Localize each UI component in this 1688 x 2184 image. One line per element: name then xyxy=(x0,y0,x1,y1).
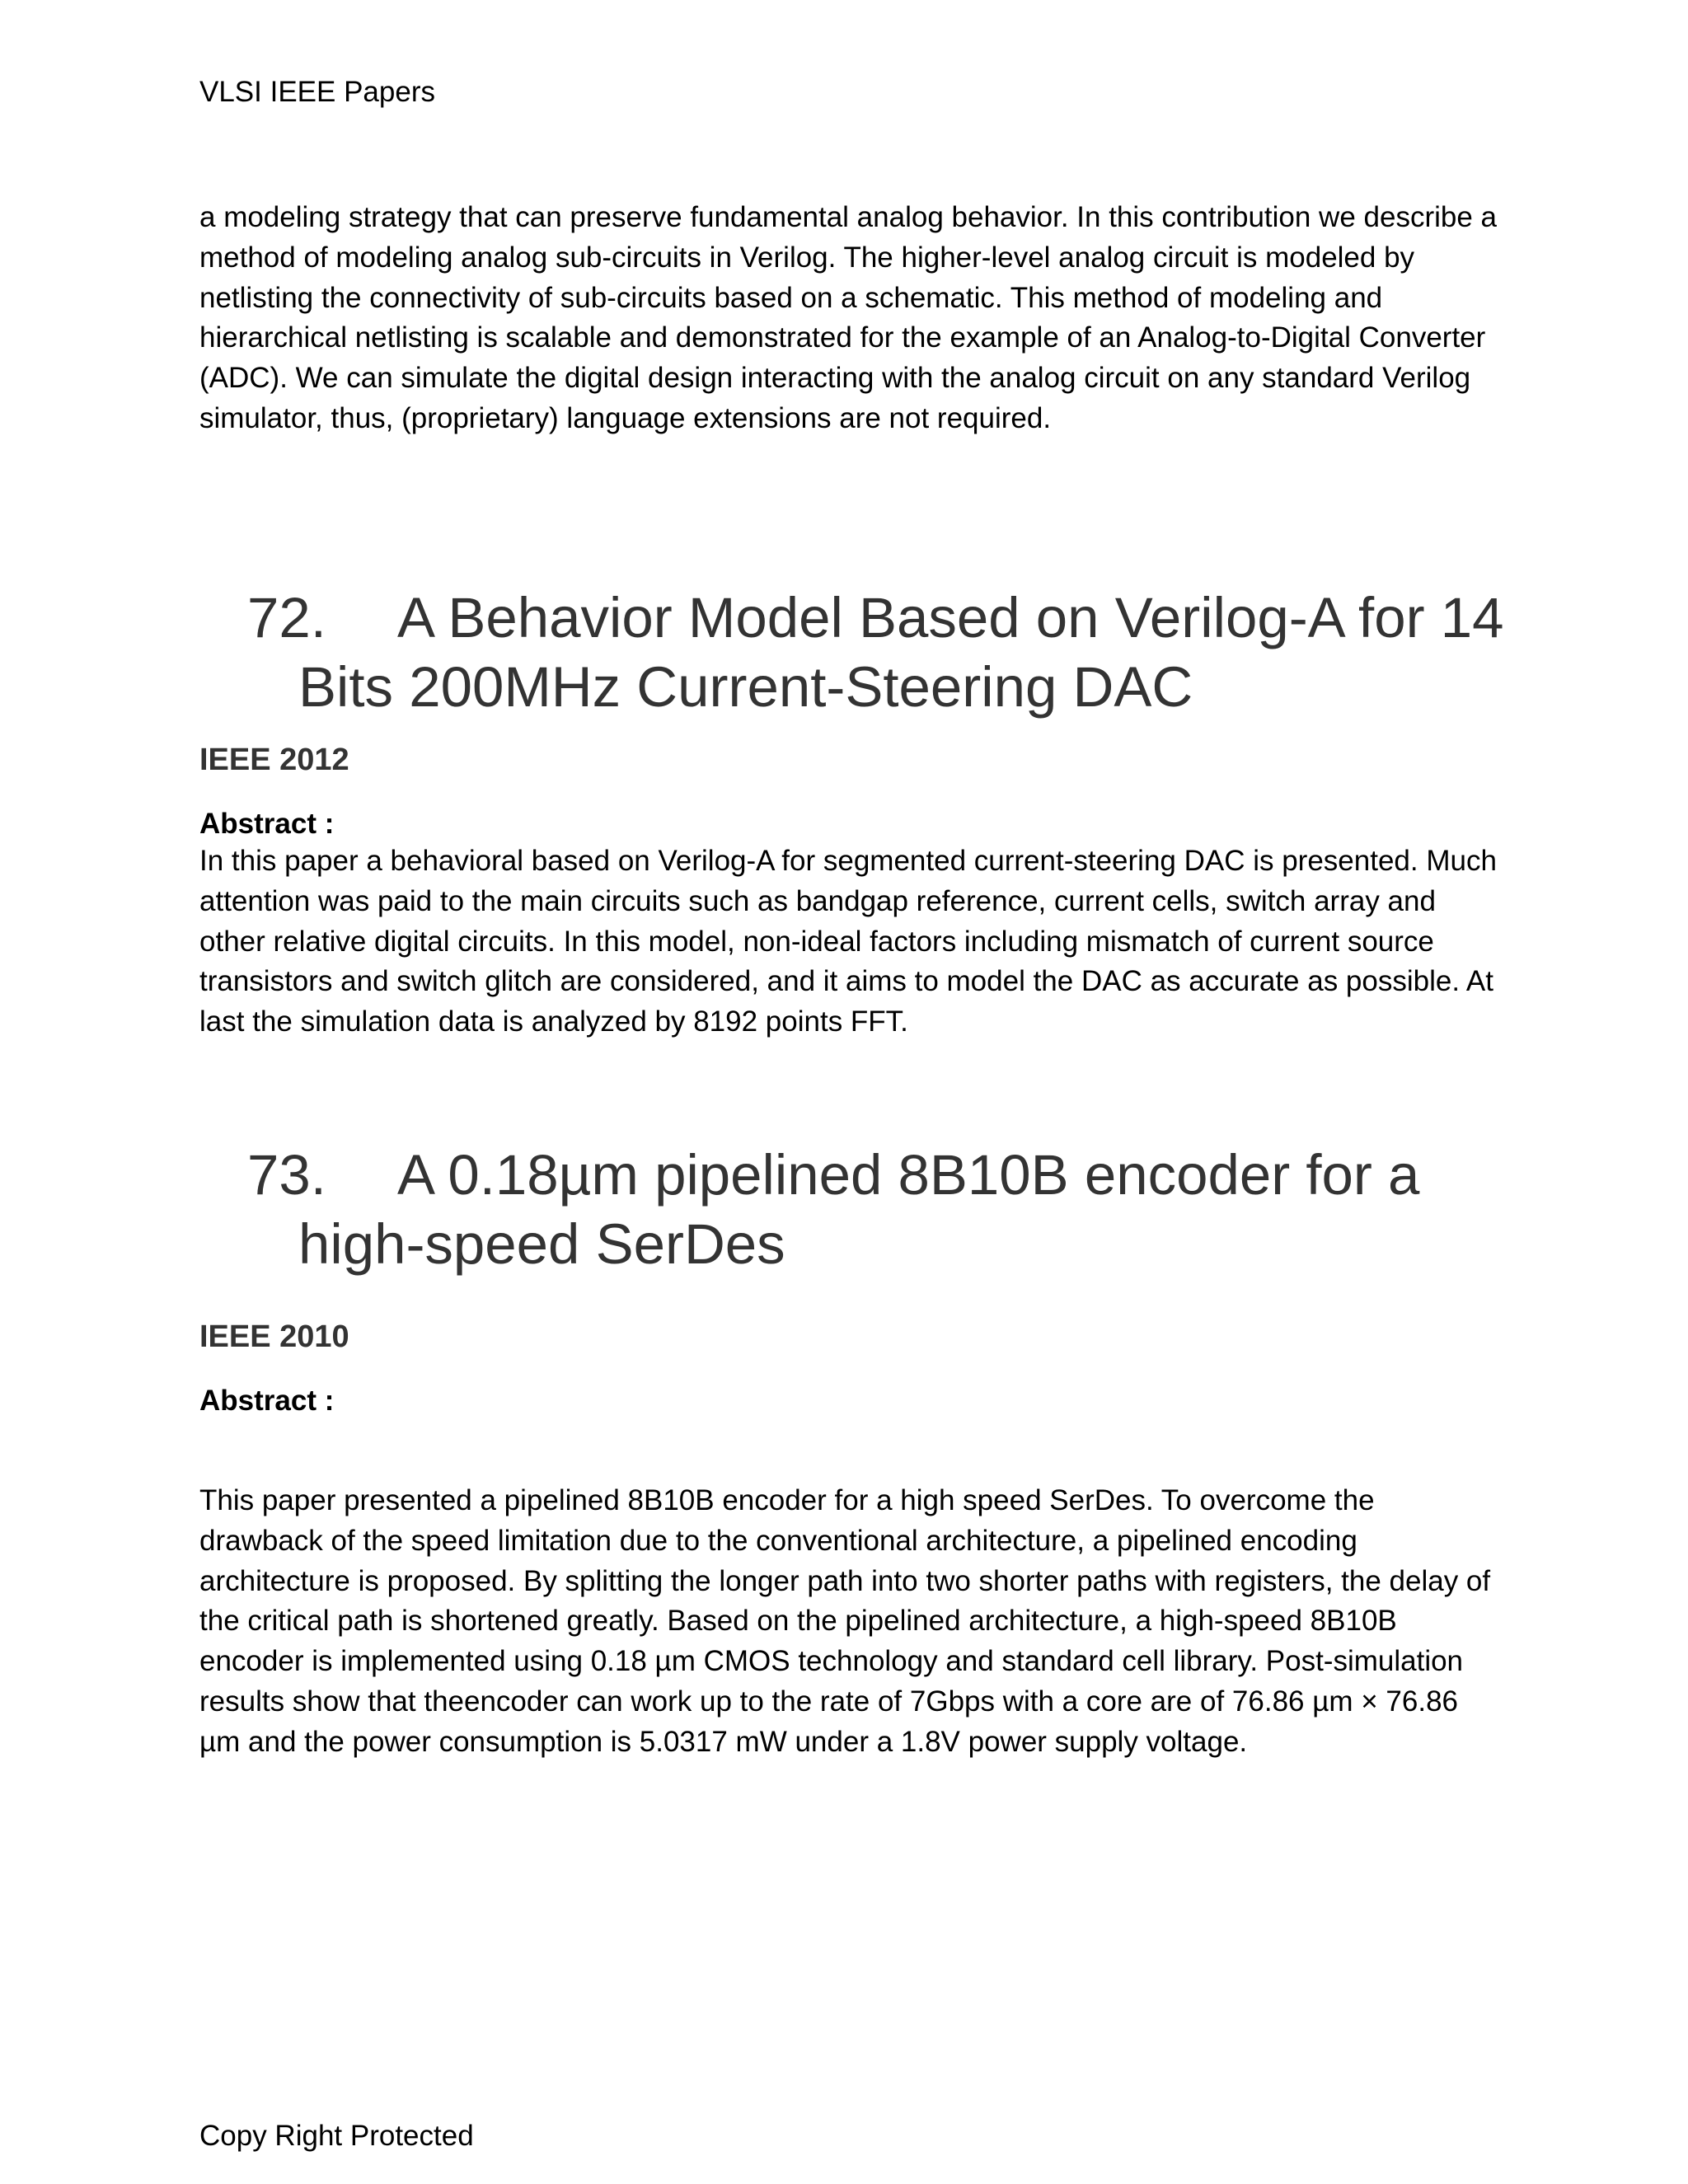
paper-73-title-line1: A 0.18µm pipelined 8B10B encoder for a xyxy=(397,1143,1420,1207)
paper-72-title-line1: A Behavior Model Based on Verilog-A for 14 xyxy=(397,586,1504,649)
intro-paragraph: a modeling strategy that can preserve fundamental analog behavior. In this contribution we describe a method of modeling analog sub-circuits in Verilog. The higher-level analog circuit is modeled by netlisting the connectivity of sub-circuits based on a schematic. This method of modeling and hierarchical netlisting is scalable and demonstrated for the example of an Analog-to-Digital Converter (ADC). We can simulate the digital design interacting with the analog circuit on any standard Verilog simulator, thus, (proprietary) language extensions are not required. xyxy=(199,201,1498,434)
paper-73-number: 73. xyxy=(247,1143,326,1207)
paper-73-year: IEEE 2010 xyxy=(199,1319,349,1354)
paper-73-abstract-label: Abstract : xyxy=(199,1385,335,1417)
paper-73-abstract: This paper presented a pipelined 8B10B encoder for a high speed SerDes. To overcome the drawback of the speed limitation due to the conventional architecture, a pipelined encoding architecture is proposed. By splitting the longer path into two shorter paths with registers, the delay of the critical path is shortened greatly. Based on the pipelined architecture, a high-speed 8B10B encoder is implemented using 0.18 µm CMOS technology and standard cell library. Post-simulation results show that theencoder can work up to the rate of 7Gbps with a core are of 76.86 µm × 76.86 µm and the power consumption is 5.0317 mW under a 1.8V power supply voltage. xyxy=(199,1484,1491,1758)
running-header: VLSI IEEE Papers xyxy=(199,76,435,108)
paper-72-title-line2: Bits 200MHz Current-Steering DAC xyxy=(298,655,1193,719)
paper-73-title-line2: high-speed SerDes xyxy=(298,1212,785,1276)
paper-72-abstract-label: Abstract : xyxy=(199,808,335,840)
paper-72-abstract: In this paper a behavioral based on Verilog-A for segmented current-steering DAC is presented. Much attention was paid to the main circuits such as bandgap reference, current cells, switch array and other relative digital circuits. In this model, non-ideal factors including mismatch of current source transistors and switch glitch are considered, and it aims to model the DAC as accurate as possible. At last the simulation data is analyzed by 8192 points FFT. xyxy=(199,845,1497,1038)
page-footer: Copy Right Protected xyxy=(199,2120,474,2152)
paper-72-title xyxy=(247,583,1533,722)
paper-72-year: IEEE 2012 xyxy=(199,743,349,777)
paper-72-number: 72. xyxy=(247,586,326,649)
paper-73-title xyxy=(247,1141,1533,1279)
